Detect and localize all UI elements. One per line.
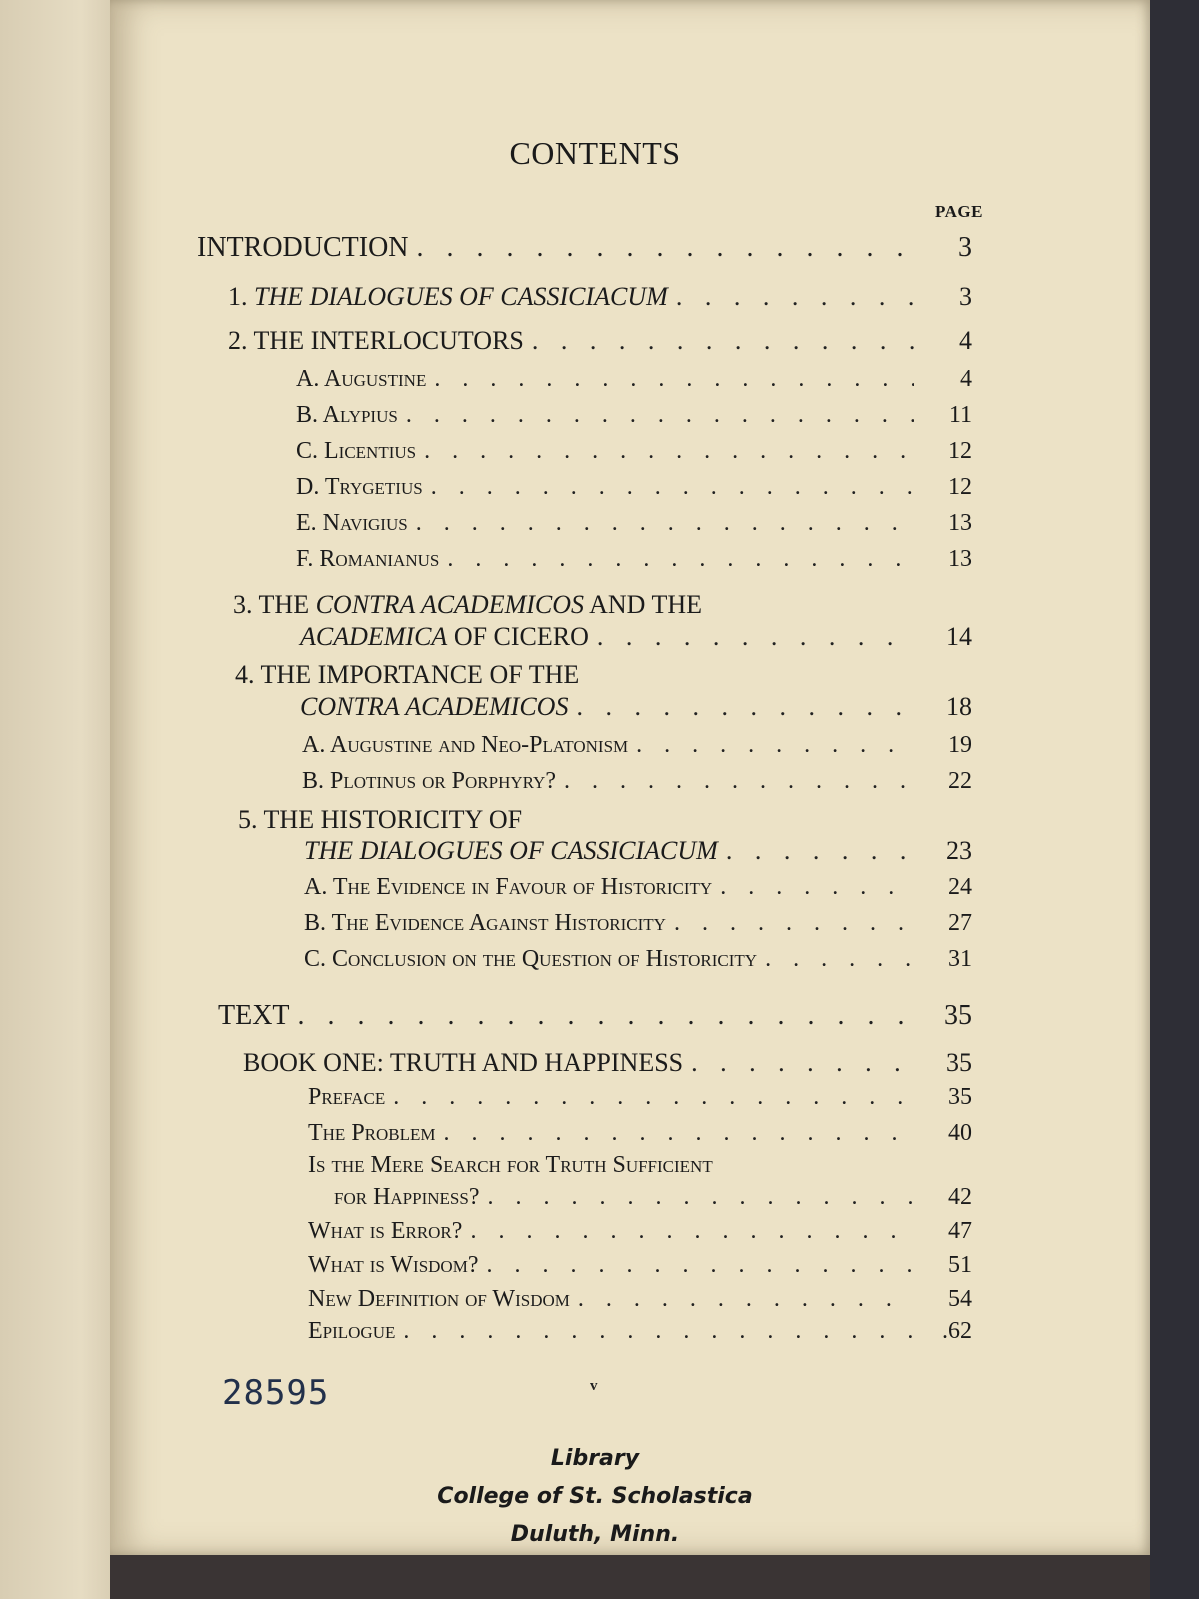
library-stamp-line: Duluth, Minn.: [510, 1522, 680, 1547]
toc-label: B. Alypius: [296, 402, 398, 428]
toc-label: Is the Mere Search for Truth Sufficient: [308, 1152, 713, 1178]
toc-label: C. Licentius: [296, 438, 417, 464]
toc-label: 2. THE INTERLOCUTORS: [228, 326, 524, 355]
toc-page: 54: [948, 1286, 972, 1312]
toc-label-italic: ACADEMICA: [300, 622, 448, 651]
toc-page: 11: [948, 402, 972, 428]
toc-row: [296, 474, 972, 501]
toc-page: 24: [948, 874, 972, 900]
toc-row: [304, 946, 972, 973]
toc-page: 22: [948, 768, 972, 794]
toc-label: F. Romanianus: [296, 546, 440, 572]
toc-page: 12: [948, 474, 972, 500]
toc-row: [308, 1084, 972, 1111]
toc-row: [228, 282, 972, 312]
toc-page: 3: [959, 282, 972, 311]
library-stamp-line: Library: [550, 1446, 640, 1471]
toc-row: [304, 874, 972, 901]
toc-label: TEXT: [218, 1000, 290, 1031]
toc-label: for Happiness?: [334, 1184, 480, 1210]
toc-page: 51: [948, 1252, 972, 1278]
toc-row: [233, 590, 702, 620]
toc-page: 12: [948, 438, 972, 464]
toc-page: 4: [959, 326, 972, 355]
page-column-header: PAGE: [935, 202, 983, 221]
toc-row: [302, 732, 972, 759]
toc-page: 35: [948, 1084, 972, 1110]
toc-label: AND THE: [589, 590, 703, 619]
toc-label-italic: THE DIALOGUES OF CASSICIACUM: [304, 836, 718, 865]
toc-label: Epilogue: [308, 1318, 396, 1344]
toc-row: [308, 1152, 713, 1179]
toc-row: [296, 546, 972, 573]
toc-label: 1.: [228, 282, 248, 311]
book-bottom-edge: [110, 1555, 1150, 1599]
toc-label: C. Conclusion on the Question of Historicity: [304, 946, 758, 972]
toc-label: 5. THE HISTORICITY OF: [238, 805, 523, 834]
toc-row: [334, 1184, 972, 1211]
toc-label: INTRODUCTION: [197, 232, 409, 263]
toc-row: [296, 366, 972, 393]
toc-label: The Problem: [308, 1120, 436, 1146]
toc-label: E. Navigius: [296, 510, 408, 536]
toc-page: 42: [948, 1184, 972, 1210]
toc-row: [302, 768, 972, 795]
toc-row: [296, 402, 972, 429]
toc-page: 35: [944, 1000, 972, 1031]
toc-label: 3. THE: [233, 590, 310, 619]
toc-row: [296, 510, 972, 537]
toc-label-italic: THE DIALOGUES OF CASSICIACUM: [254, 282, 668, 311]
toc-row: [235, 660, 579, 690]
toc-label: A. Augustine: [296, 366, 427, 392]
toc-label: A. Augustine and Neo-Platonism: [302, 732, 629, 758]
toc-label: What is Error?: [308, 1218, 463, 1244]
toc-row: [218, 1000, 972, 1032]
book-cover-edge: [1150, 0, 1199, 1599]
toc-row: [304, 910, 972, 937]
toc-label: 4. THE IMPORTANCE OF THE: [235, 660, 580, 689]
toc-row: [304, 836, 972, 866]
toc-page: 18: [946, 692, 972, 721]
toc-row: [197, 232, 972, 264]
toc-label: Preface: [308, 1084, 386, 1110]
toc-row: [308, 1252, 972, 1279]
toc-page: 13: [948, 546, 972, 572]
toc-label-italic: CONTRA ACADEMICOS: [315, 590, 585, 619]
toc-label: What is Wisdom?: [308, 1252, 479, 1278]
toc-row: [300, 692, 972, 722]
toc-label: B. Plotinus or Porphyry?: [302, 768, 556, 794]
toc-label: BOOK ONE: TRUTH AND HAPPINESS: [243, 1048, 684, 1077]
toc-row: [243, 1048, 972, 1078]
toc-page: 47: [948, 1218, 972, 1244]
toc-row: [300, 622, 972, 652]
toc-label: B. The Evidence Against Historicity: [304, 910, 666, 936]
toc-label: New Definition of Wisdom: [308, 1286, 570, 1312]
toc-row: [308, 1120, 972, 1147]
toc-page: 3: [958, 232, 972, 263]
toc-page: 35: [946, 1048, 972, 1077]
toc-row: [228, 326, 972, 356]
toc-row: [296, 438, 972, 465]
toc-page: 13: [948, 510, 972, 536]
toc-page: .62: [942, 1318, 972, 1344]
toc-page: 19: [948, 732, 972, 758]
toc-label: OF CICERO: [453, 622, 589, 651]
library-stamp-line: College of St. Scholastica: [437, 1484, 753, 1509]
toc-page: 23: [946, 836, 972, 865]
toc-row: [238, 805, 522, 835]
toc-page: 31: [948, 946, 972, 972]
toc-page: 4: [960, 366, 972, 392]
toc-page: 14: [946, 622, 972, 651]
toc-page: 27: [948, 910, 972, 936]
toc-label: D. Trygetius: [296, 474, 423, 500]
toc-row: [308, 1218, 972, 1245]
folio: v: [590, 1378, 598, 1394]
toc-label-italic: CONTRA ACADEMICOS: [300, 692, 569, 721]
accession-number: 28595: [222, 1373, 330, 1413]
toc-page: 40: [948, 1120, 972, 1146]
toc-row: [308, 1318, 972, 1345]
contents-heading: CONTENTS: [509, 135, 681, 171]
toc-row: [308, 1286, 972, 1313]
toc-label: A. The Evidence in Favour of Historicity: [304, 874, 713, 900]
